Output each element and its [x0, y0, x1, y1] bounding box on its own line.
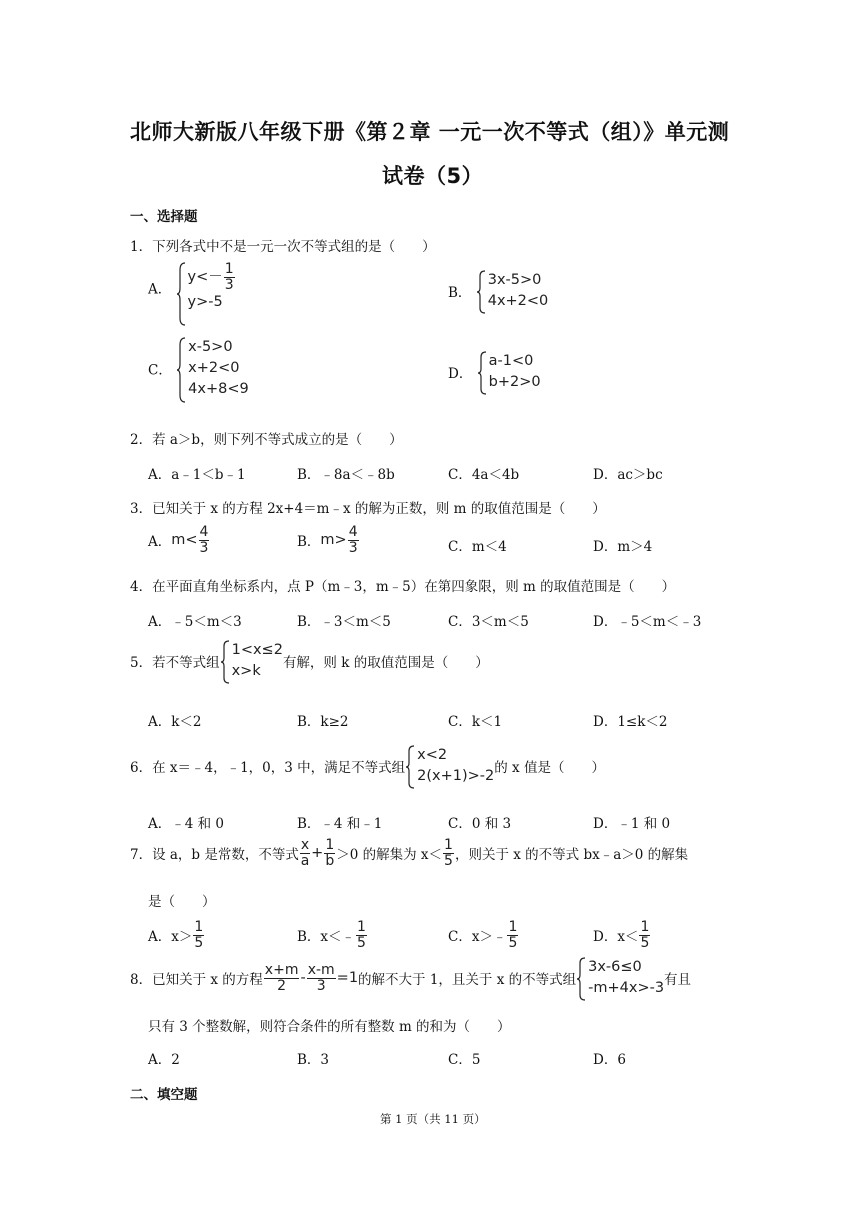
q2-option-d: D．ac＞bc: [593, 467, 663, 483]
q5-option-a: A．k＜2: [148, 714, 202, 730]
q6-option-a: A．﹣4 和 0: [148, 816, 225, 832]
q4-option-d: D．﹣5＜m＜﹣3: [593, 614, 702, 630]
q5-option-b: B．k≥2: [297, 714, 349, 730]
inequality-system: x-5>0 x+2<0 4x+8<9: [176, 337, 249, 400]
left-brace-icon: [405, 745, 415, 789]
section-heading-fill: 二、填空题: [130, 1087, 198, 1103]
question-1: 1．下列各式中不是一元一次不等式组的是（ ）: [130, 239, 436, 255]
q4-option-c: C．3＜m＜5: [448, 614, 529, 630]
inequality-system: x<2 2(x+1)>-2: [405, 745, 494, 787]
left-brace-icon: [477, 351, 487, 395]
question-4: 4．在平面直角坐标系内，点 P（m﹣3，m﹣5）在第四象限，则 m 的取值范围是（ ）: [130, 579, 676, 595]
q1-option-b: B． 3x-5>0 4x+2<0: [448, 270, 548, 312]
q2-option-c: C．4a＜4b: [448, 467, 520, 483]
q8-option-c: C．5: [448, 1052, 481, 1068]
q7-option-a: A．x＞ $\frac{1}{5}$: [148, 919, 204, 951]
q2-option-b: B．﹣8a＜﹣8b: [297, 467, 395, 483]
option-label: A．: [148, 281, 172, 298]
question-8: 8．已知关于 x 的方程 $\frac{x+m}{2}$ - $\frac{x-m}{3}$ =1的解不大于 1，且关于 x 的不等式组 3x-6≤0 -m+4x>-3 有且: [130, 957, 691, 999]
q7-option-c: C．x＞﹣ $\frac{1}{5}$: [448, 919, 518, 951]
page-title-line2: 试卷（5）: [382, 164, 484, 188]
q1-option-d: D． a-1<0 b+2>0: [448, 351, 541, 393]
question-7-line2: 是（ ）: [148, 894, 216, 910]
question-5: 5．若不等式组 1<x≤2 x>k 有解，则 k 的取值范围是（ ）: [130, 640, 489, 682]
q3-option-d: D．m＞4: [593, 539, 653, 555]
inequality-system: 1<x≤2 x>k: [220, 640, 283, 682]
inequality-system: y<－ $\frac{1}{3}$ y>-5: [176, 262, 236, 313]
q6-option-b: B．﹣4 和﹣1: [297, 816, 383, 832]
question-6: 6．在 x＝﹣4，﹣1，0，3 中，满足不等式组 x<2 2(x+1)>-2 的 x 值是（ ）: [130, 745, 605, 787]
q5-option-d: D．1≤k＜2: [593, 714, 668, 730]
inequality-system: a-1<0 b+2>0: [477, 351, 541, 393]
q8-option-d: D．6: [593, 1052, 626, 1068]
inequality-system: 3x-5>0 4x+2<0: [476, 270, 549, 312]
q4-option-b: B．﹣3＜m＜5: [297, 614, 391, 630]
q6-option-d: D．﹣1 和 0: [593, 816, 671, 832]
inequality-system: 3x-6≤0 -m+4x>-3: [576, 957, 664, 999]
left-brace-icon: [176, 337, 186, 403]
page-title-line1: 北师大新版八年级下册《第２章 一元一次不等式（组）》单元测: [130, 120, 730, 144]
left-brace-icon: [220, 640, 230, 684]
q7-option-d: D．x＜ $\frac{1}{5}$: [593, 919, 650, 951]
q3-option-b: B．m> $\frac{4}{3}$: [297, 524, 358, 556]
left-brace-icon: [576, 957, 586, 1001]
page-footer: 第 1 页（共 11 页）: [380, 1112, 486, 1126]
q2-option-a: A．a﹣1＜b﹣1: [148, 467, 246, 483]
question-2: 2．若 a＞b，则下列不等式成立的是（ ）: [130, 432, 403, 448]
q4-option-a: A．﹣5＜m＜3: [148, 614, 242, 630]
q8-option-b: B．3: [297, 1052, 330, 1068]
left-brace-icon: [476, 270, 486, 314]
q7-option-b: B．x＜﹣ $\frac{1}{5}$: [297, 919, 366, 951]
q3-option-c: C．m＜4: [448, 539, 507, 555]
q5-option-c: C．k＜1: [448, 714, 503, 730]
question-7: 7．设 a，b 是常数，不等式 $\frac{x}{a}$ + $\frac{1}{b}$ ＞0 的解集为 x＜ $\frac{1}{5}$ ，则关于 x 的不等式 bx﹣a＞0 的解集: [130, 837, 689, 869]
q1-option-a: [148, 262, 236, 313]
q1-option-c: C． x-5>0 x+2<0 4x+8<9: [148, 337, 249, 400]
q6-option-c: C．0 和 3: [448, 816, 512, 832]
question-8-line2: 只有 3 个整数解，则符合条件的所有整数 m 的和为（ ）: [148, 1019, 511, 1035]
section-heading-choice: 一、选择题: [130, 209, 198, 225]
left-brace-icon: [176, 262, 186, 326]
q8-option-a: A．2: [148, 1052, 180, 1068]
q3-option-a: A．m< $\frac{4}{3}$: [148, 524, 209, 556]
question-3: 3．已知关于 x 的方程 2x+4＝m﹣x 的解为正数，则 m 的取值范围是（ ）: [130, 501, 606, 517]
